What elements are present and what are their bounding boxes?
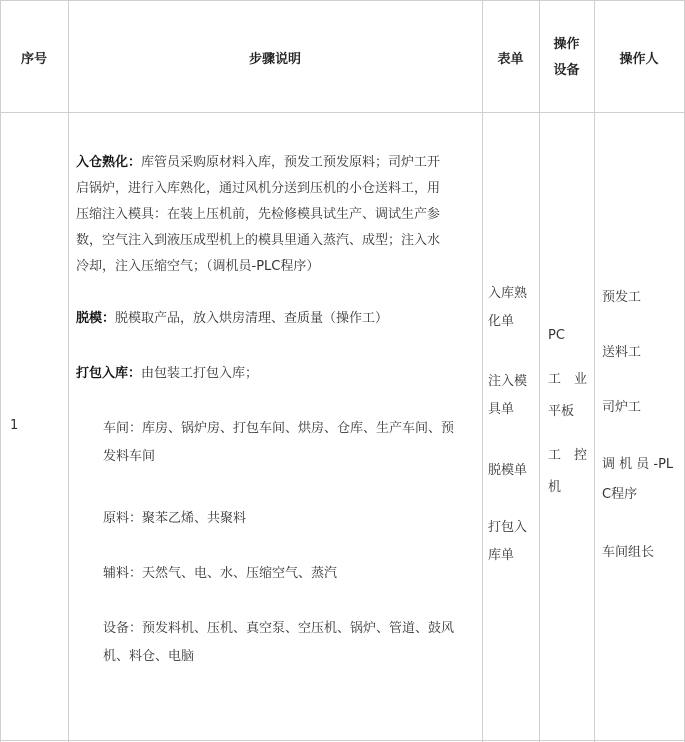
- header-device: [539, 32, 594, 84]
- header-steps: 步骤说明: [248, 52, 301, 67]
- step-paragraph-3: [76, 361, 258, 387]
- device-line-4: 工 控: [548, 448, 588, 463]
- device-line-1: PC: [548, 328, 565, 343]
- step-1-line-3: 压缩注入模具：在装上压机前，先检修模具试生产、调试生产参: [76, 207, 441, 222]
- col-divider-2: [482, 0, 483, 742]
- device-line-2: 工 业: [548, 372, 588, 387]
- step-1-line-5: 冷却，注入压缩空气；（调机员-PLC程序）: [76, 259, 320, 274]
- operator-2: 送料工: [602, 345, 642, 360]
- form-2: 注入模 具单: [488, 374, 528, 417]
- row-bottom-border: [0, 740, 685, 741]
- step-title-1: 入仓熟化：: [76, 155, 142, 170]
- operator-1: 预发工: [602, 290, 642, 305]
- equipment-line-1: 设备：预发料机、压机、真空泵、空压机、锅炉、管道、鼓风: [103, 621, 455, 636]
- step-2-text: 脱模取产品，放入烘房清理、查质量（操作工）: [115, 311, 389, 326]
- workshop-line-1: 车间：库房、锅炉房、打包车间、烘房、仓库、生产车间、预: [103, 421, 455, 436]
- workshop-line-2: 发料车间: [103, 449, 156, 464]
- header-device-line1: 操作: [553, 37, 580, 52]
- step-1-line-1: 库管员采购原材料入库，预发工预发原料；司炉工开: [141, 155, 441, 170]
- steps-cell: [76, 150, 480, 280]
- table-top-border: [0, 0, 685, 1]
- step-title-2: 脱模：: [76, 311, 116, 326]
- step-title-3: 打包入库：: [76, 366, 142, 381]
- device-list: [548, 322, 587, 502]
- step-paragraph-1: [76, 150, 480, 280]
- table-left-border: [0, 0, 1, 742]
- workshop-info: [103, 416, 454, 470]
- step-3-text: 由包装工打包入库；: [141, 366, 259, 381]
- aux-material-info: 辅料：天然气、电、水、压缩空气、蒸汽: [103, 566, 338, 581]
- step-1-line-4: 数，空气注入到液压成型机上的模具里通入蒸汽、成型；注入水: [76, 233, 441, 248]
- row-seq: 1: [10, 418, 19, 433]
- header-form: 表单: [497, 52, 524, 67]
- operator-3: 司炉工: [602, 400, 642, 415]
- form-1: 入库熟 化单: [488, 286, 528, 329]
- col-divider-4: [594, 0, 595, 742]
- form-4: 打包入 库单: [488, 520, 528, 563]
- col-divider-3: [539, 0, 540, 742]
- equipment-line-2: 机、料仓、电脑: [103, 649, 195, 664]
- equipment-info: [103, 616, 454, 670]
- form-3: 脱模单: [488, 463, 528, 478]
- device-line-5: 机: [548, 480, 562, 495]
- header-operator: 操作人: [619, 52, 659, 67]
- operator-4: 调 机 员 -PL C程序: [602, 457, 674, 502]
- header-bottom-border: [0, 112, 685, 113]
- operator-5: 车间组长: [602, 545, 655, 560]
- header-seq: 序号: [20, 52, 47, 67]
- raw-material-info: 原料：聚苯乙烯、共聚料: [103, 511, 247, 526]
- step-paragraph-2: [76, 306, 388, 332]
- device-line-3: 平板: [548, 404, 575, 419]
- header-device-line2: 设备: [553, 63, 580, 78]
- step-1-line-2: 启锅炉，进行入库熟化，通过风机分送到压机的小仓送料工，用: [76, 181, 441, 196]
- col-divider-1: [68, 0, 69, 742]
